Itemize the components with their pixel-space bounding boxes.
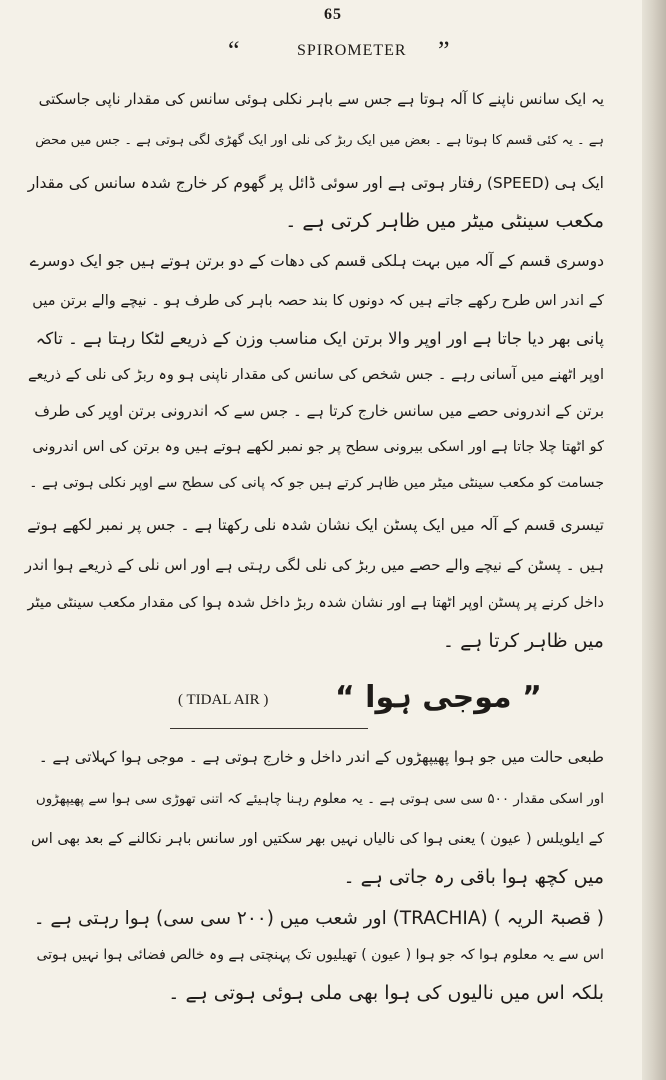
paragraph-line: اور اسکی مقدار ۵۰۰ سی سی ہوتی ہے ۔ یہ معلوم رہنا چاہیئے کہ اتنی تھوڑی سی ہوا سے پھیپھڑوں [35, 791, 604, 807]
paragraph-line: میں کچھ ہوا باقی رہ جاتی ہے ۔ [343, 866, 604, 888]
subheading-underline [170, 728, 368, 729]
paragraph-line: طبعی حالت میں جو ہوا پھیپھڑوں کے اندر داخل و خارج ہوتی ہے ۔ موجی ہوا کہلاتی ہے ۔ [38, 748, 604, 766]
subheading-latin: ( TIDAL AIR ) [178, 692, 269, 708]
paragraph-line: ہیں ۔ پسٹن کے نیچے والے حصے میں ربڑ کی نلی لگی رہتی ہے اور اس نلی کے ذریعے ہوا اندر [24, 556, 604, 574]
paragraph-line: تیسری قسم کے آلہ میں ایک پسٹن ایک نشان شدہ نلی رکھتا ہے ۔ جس پر نمبر لکھے ہوتے [27, 516, 604, 534]
paragraph-line: دوسری قسم کے آلہ میں بہت ہلکی قسم کی دھات کے دو برتن ہوتے ہیں جو ایک دوسرے [29, 252, 604, 270]
heading-close-quote: ” [438, 36, 451, 65]
paragraph-line: پانی بھر دیا جاتا ہے اور اوپر والا برتن ایک مناسب وزن کے ذریعے لٹکا رہتا ہے ۔ تاکہ [35, 329, 604, 348]
paragraph-line: اس سے یہ معلوم ہوا کہ جو ہوا ( عیون ) تھیلیوں تک پہنچتی ہے وہ خالص فضائی ہوا نہیں ہوتی [36, 947, 604, 963]
paragraph-line: کے اندر اس طرح رکھے جاتے ہیں کہ دونوں کا بند حصہ باہر کی طرف ہو ۔ نیچے والے برتن میں [32, 293, 604, 309]
paragraph-line: ہے ۔ یہ کئی قسم کا ہوتا ہے ۔ بعض میں ایک ربڑ کی نلی اور ایک گھڑی لگی ہوتی ہے ۔ جس میں محض [35, 133, 604, 148]
subheading-tidal-air [0, 680, 666, 724]
paragraph-line: ( قصبۃ الریہ ) (TRACHIA) اور شعب میں (۲۰۰ سی سی) ہوا رہتی ہے ۔ [33, 908, 604, 929]
paragraph-line: مکعب سینٹی میٹر میں ظاہر کرتی ہے ۔ [285, 210, 604, 232]
heading-title: SPIROMETER [297, 42, 407, 59]
paragraph-line: کے ایلویلس ( عیون ) یعنی ہوا کی نالیاں نہیں بھر سکتیں اور سانس باہر نکالنے کے بعد بھی اس [31, 831, 604, 847]
paragraph-line: برتن کے اندرونی حصے میں سانس خارج کرتا ہے ۔ جس سے کہ اندرونی برتن اوپر کی طرف [34, 402, 604, 420]
paragraph-line: میں ظاہر کرتا ہے ۔ [442, 630, 604, 652]
paragraph-line: ایک ہی (SPEED) رفتار ہوتی ہے اور سوئی ڈائل پر گھوم کر خارج شدہ سانس کی مقدار [27, 174, 604, 192]
page-edge-shadow [642, 0, 666, 1080]
paragraph-line: داخل کرنے پر پسٹن اوپر اٹھتا ہے اور نشان شدہ ربڑ داخل شدہ ہوا کی مقدار مکعب سینٹی میٹر [27, 595, 604, 611]
heading-open-quote: “ [228, 36, 241, 65]
paragraph-line: اوپر اٹھنے میں آسانی رہے ۔ جس شخص کی سانس کی مقدار ناپنی ہو وہ ربڑ کی نلی کے ذریعے [28, 367, 604, 383]
subheading-urdu: ” موجی ہوا “ [335, 680, 542, 715]
paragraph-line: یہ ایک سانس ناپنے کا آلہ ہوتا ہے جس سے باہر نکلی ہوئی سانس کی مقدار ناپی جاسکتی [38, 90, 604, 108]
paragraph-line: کو اٹھتا چلا جاتا ہے اور اسکی بیرونی سطح پر جو نمبر لکھے ہوتے ہیں وہ برتن کی اس اندرونی [32, 439, 604, 455]
paragraph-line: جسامت کو مکعب سینٹی میٹر میں ظاہر کرتے ہیں جو کہ پانی کی سطح سے اوپر نکلی ہوتی ہے ۔ [29, 475, 604, 491]
paragraph-line: بلکہ اس میں نالیوں کی ہوا بھی ملی ہوئی ہوتی ہے ۔ [168, 982, 604, 1004]
page-number: 65 [324, 6, 342, 23]
